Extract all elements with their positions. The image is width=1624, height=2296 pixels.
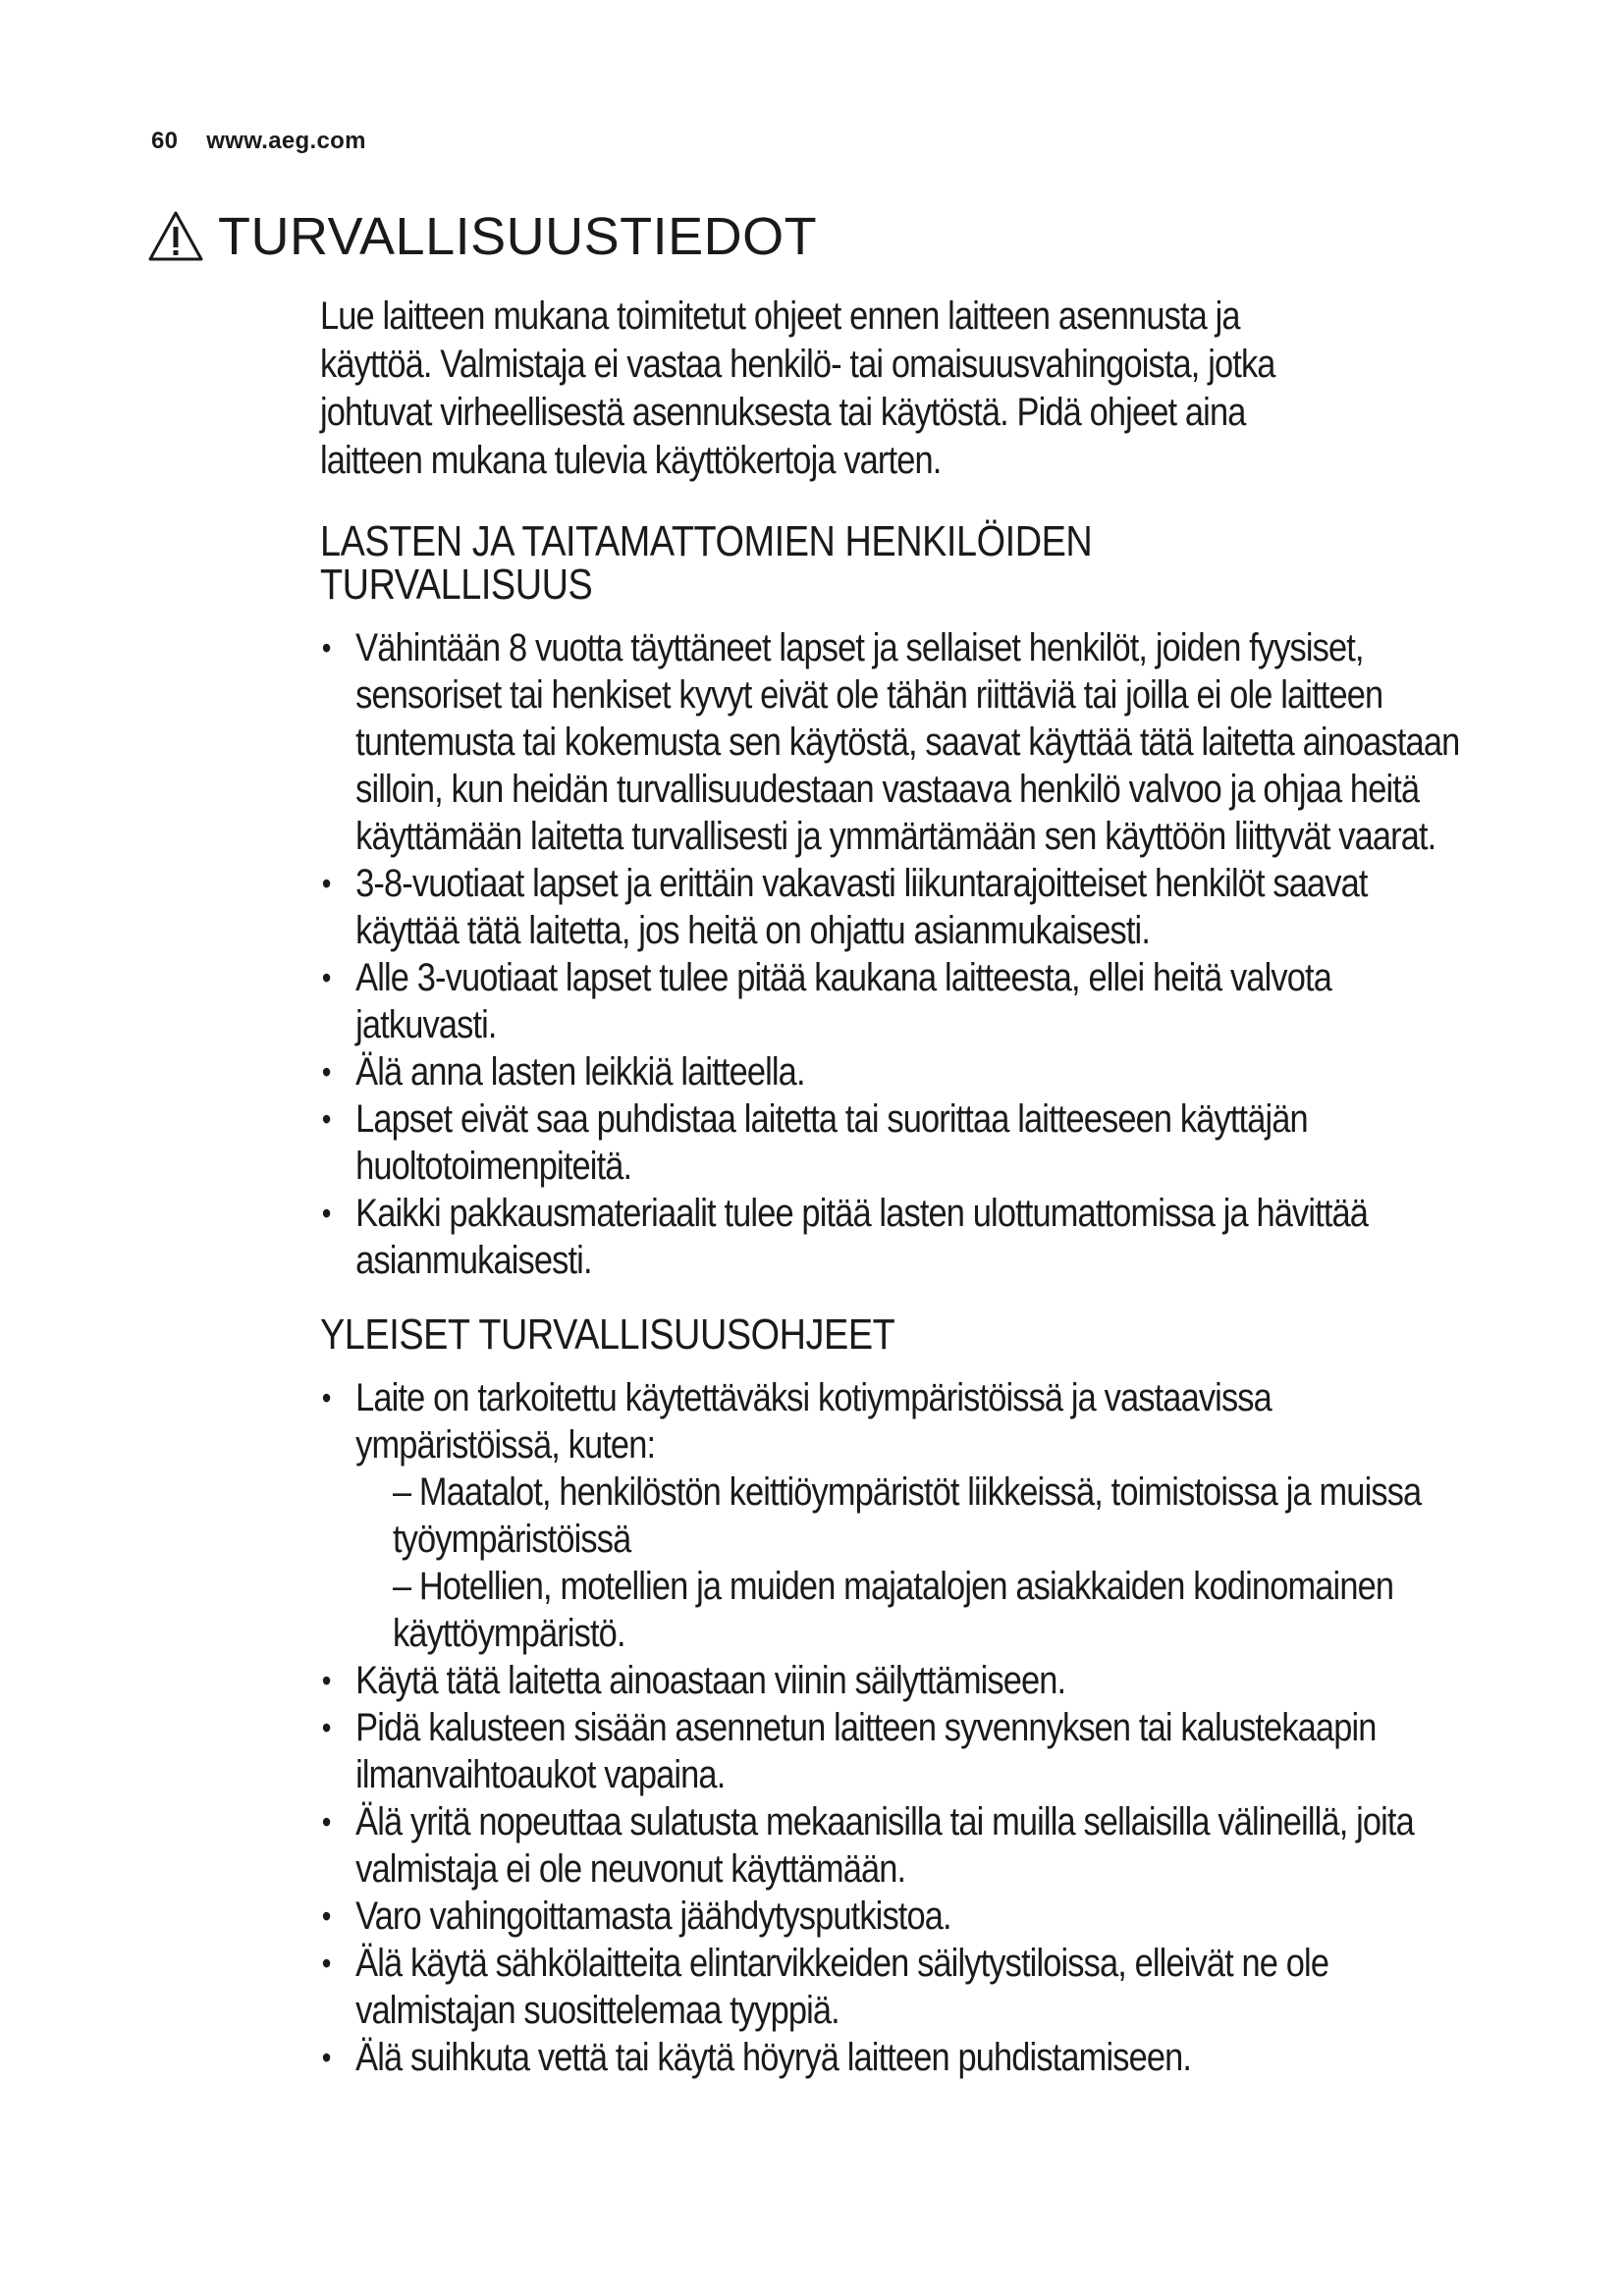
bullet-icon: • — [321, 1196, 331, 1231]
sub-list — [355, 1468, 1477, 1657]
bullet-icon: • — [321, 2040, 331, 2075]
page-number: 60 — [151, 128, 179, 154]
list-item — [320, 1704, 1477, 1798]
list-item-text: Älä anna lasten leikkiä laitteella. — [355, 1050, 805, 1094]
list-item — [320, 1190, 1477, 1284]
bullet-icon: • — [321, 1804, 331, 1840]
list-item — [320, 1940, 1477, 2034]
bullet-icon: • — [321, 1054, 331, 1090]
sub-list-item: – Maatalot, henkilöstön keittiöympäristöt liikkeissä, toimistoissa ja muissa työympäristöissä — [392, 1470, 1422, 1561]
list-item — [320, 1048, 1477, 1095]
list-item-text: 3-8-vuotiaat lapset ja erittäin vakavasti liikuntarajoitteiset henkilöt saavat käyttää tätä laitetta, jos heitä on ohjattu asianmukaisesti. — [355, 862, 1368, 952]
content — [320, 293, 1498, 2110]
bullet-icon: • — [321, 1898, 331, 1934]
page-title-text: TURVALLISUUSTIEDOT — [218, 207, 818, 266]
list-item — [320, 1374, 1477, 1657]
bullet-icon: • — [321, 1946, 331, 1981]
page-header — [151, 128, 366, 155]
list-item-text: Vähintään 8 vuotta täyttäneet lapset ja sellaiset henkilöt, joiden fyysiset, sensoriset tai henkiset kyvyt eivät ole tähän riittäviä tai joilla ei ole laitteen tuntemusta tai kokemusta sen käytöstä, saavat käyttää tätä laitetta ainoastaan silloin, kun heidän turvallisuudestaan vastaava henkilö valvoo ja ohjaa heitä käyttämään laitetta turvallisesti ja ymmärtämään sen käyttöön liittyvät vaarat. — [355, 626, 1460, 858]
list-item-text: Älä suihkuta vettä tai käytä höyryä laitteen puhdistamiseen. — [355, 2036, 1192, 2079]
list-item-text: Laite on tarkoitettu käytettäväksi kotiympäristöissä ja vastaavissa ympäristöissä, kuten: — [355, 1376, 1272, 1467]
list-item — [320, 624, 1477, 860]
list-item-text: Älä yritä nopeuttaa sulatusta mekaanisilla tai muilla sellaisilla välineillä, joita valmistaja ei ole neuvonut käyttämään. — [355, 1800, 1414, 1891]
bullet-icon: • — [321, 866, 331, 901]
section-title-line: LASTEN JA TAITAMATTOMIEN HENKILÖIDEN — [320, 517, 1093, 565]
bullet-icon: • — [321, 1663, 331, 1698]
bullet-icon: • — [321, 1710, 331, 1745]
sub-list-item: – Hotellien, motellien ja muiden majatalojen asiakkaiden kodinomainen käyttöympäristö. — [392, 1565, 1394, 1655]
list-item — [320, 1798, 1477, 1893]
page-title — [147, 207, 818, 266]
section-title-line: TURVALLISUUS — [320, 561, 593, 609]
list-item — [320, 954, 1477, 1048]
list-item-text: Pidä kalusteen sisään asennetun laitteen syvennyksen tai kalustekaapin ilmanvaihtoaukot vapaina. — [355, 1706, 1377, 1796]
list-item — [320, 1657, 1477, 1704]
bullet-icon: • — [321, 630, 331, 666]
general-safety-list — [320, 1374, 1477, 2081]
list-item-text: Alle 3-vuotiaat lapset tulee pitää kaukana laitteesta, ellei heitä valvota jatkuvasti. — [355, 956, 1331, 1046]
list-item-text: Varo vahingoittamasta jäähdytysputkistoa. — [355, 1895, 951, 1938]
section-title-child-safety — [320, 517, 1249, 609]
bullet-icon: • — [321, 960, 331, 995]
bullet-icon: • — [321, 1101, 331, 1137]
bullet-icon: • — [321, 1380, 331, 1415]
child-safety-list — [320, 624, 1477, 1284]
list-item-text: Kaikki pakkausmateriaalit tulee pitää lasten ulottumattomissa ja hävittää asianmukaisesti. — [355, 1192, 1369, 1282]
website-url: www.aeg.com — [206, 128, 366, 154]
section-title-general-safety — [320, 1310, 1249, 1359]
list-item — [320, 2034, 1477, 2081]
list-item-text: Lapset eivät saa puhdistaa laitetta tai suorittaa laitteeseen käyttäjän huoltotoimenpiteitä. — [355, 1097, 1308, 1188]
intro-paragraph: Lue laitteen mukana toimitetut ohjeet ennen laitteen asennusta ja käyttöä. Valmistaja ei vastaa henkilö- tai omaisuusvahingoista, jotka johtuvat virheellisestä asennuksesta tai käytöstä. Pidä ohjeet aina laitteen mukana tulevia käyttökertoja varten. — [320, 294, 1275, 482]
list-item — [320, 1095, 1477, 1190]
list-item-text: Käytä tätä laitetta ainoastaan viinin säilyttämiseen. — [355, 1659, 1066, 1702]
list-item — [320, 1893, 1477, 1940]
section-title-line: YLEISET TURVALLISUUSOHJEET — [320, 1310, 895, 1359]
list-item-text: Älä käytä sähkölaitteita elintarvikkeiden säilytystiloissa, elleivät ne ole valmistajan suosittelemaa tyyppiä. — [355, 1942, 1329, 2032]
list-item — [320, 860, 1477, 954]
warning-triangle-icon — [147, 210, 204, 263]
